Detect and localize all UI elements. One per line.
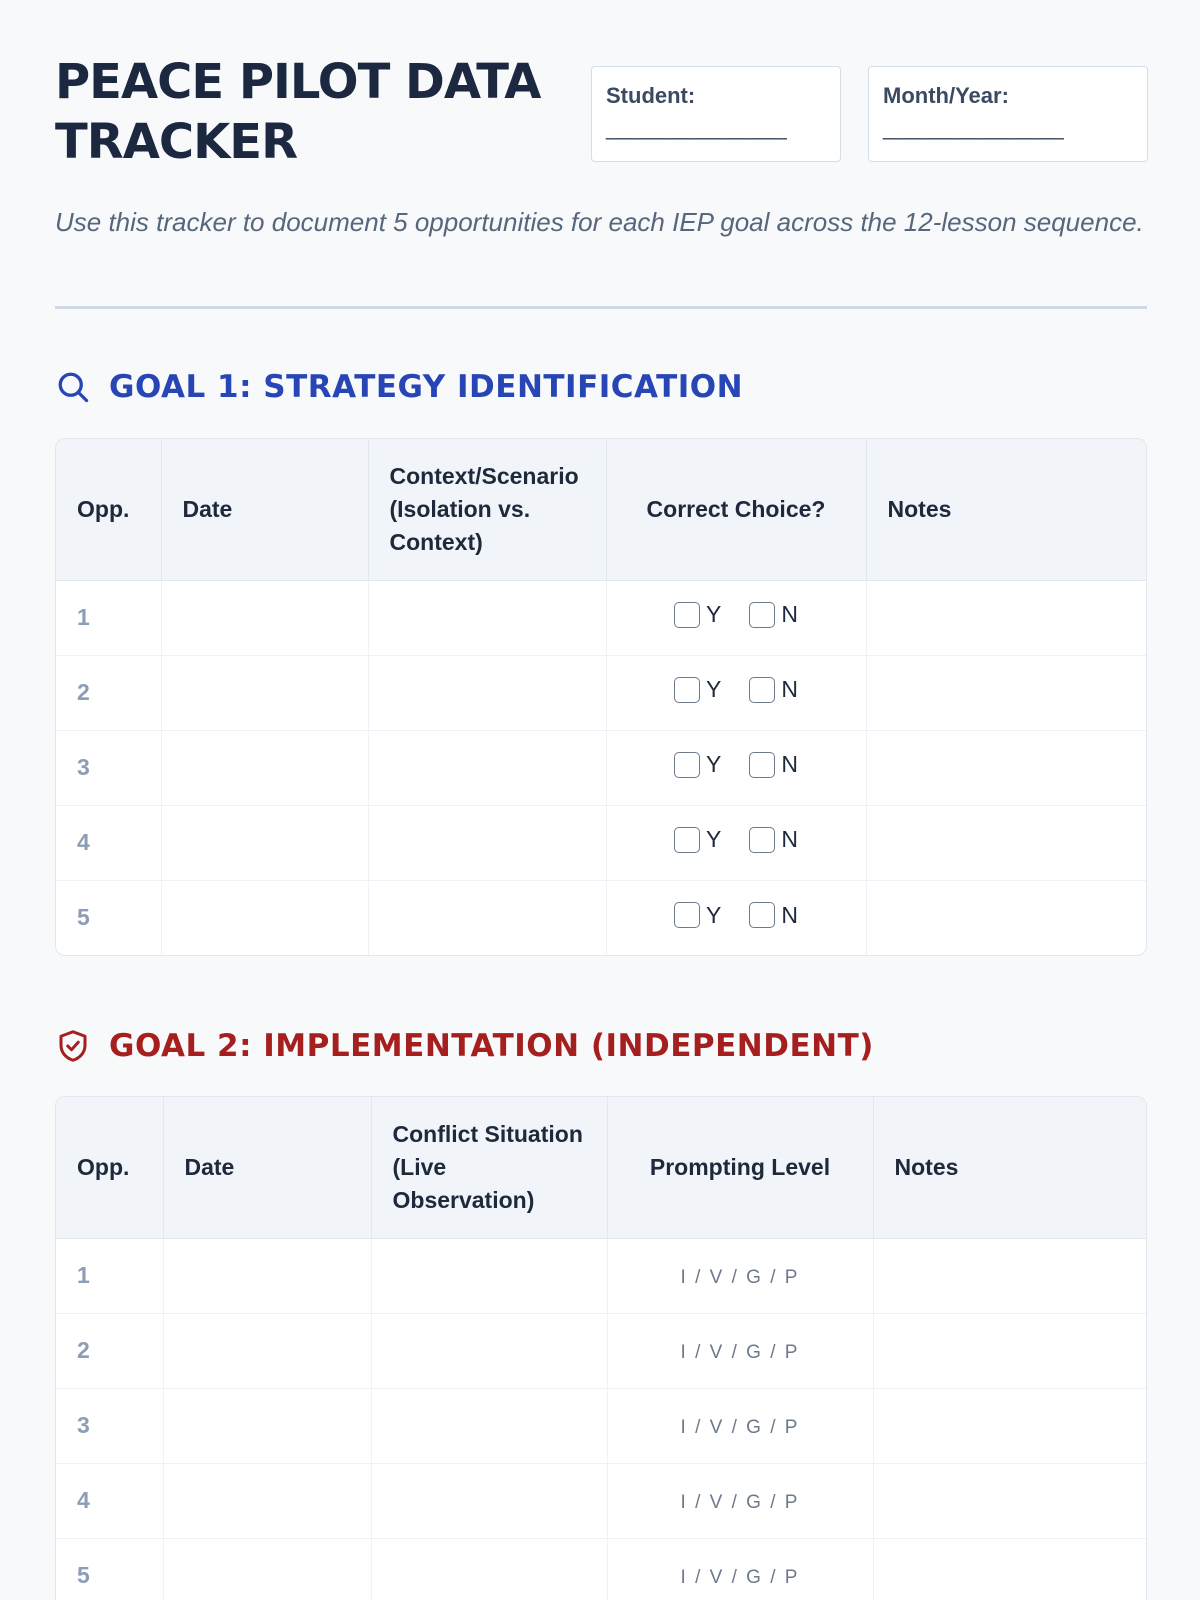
table-row — [56, 880, 1146, 955]
col-prompting-level: Prompting Level — [607, 1097, 873, 1238]
no-label: N — [781, 601, 798, 628]
yes-option[interactable] — [674, 751, 721, 778]
prompting-level-options[interactable]: I / V / G / P — [680, 1342, 800, 1363]
intro-text: Use this tracker to document 5 opportunities for each IEP goal across the 12-lesson sequence. — [55, 207, 1144, 237]
opp-number: 5 — [56, 880, 161, 955]
table-row — [56, 805, 1146, 880]
yes-checkbox[interactable] — [674, 752, 700, 778]
context-cell[interactable] — [368, 805, 606, 880]
student-field[interactable] — [591, 66, 841, 162]
prompting-level-cell[interactable] — [607, 1463, 873, 1538]
no-option[interactable] — [749, 751, 798, 778]
notes-cell[interactable] — [873, 1238, 1146, 1313]
no-checkbox[interactable] — [749, 827, 775, 853]
table-row — [56, 1313, 1146, 1388]
opp-number: 1 — [56, 1238, 163, 1313]
opp-number: 2 — [56, 1313, 163, 1388]
goal1-heading — [55, 367, 743, 407]
prompting-level-cell[interactable] — [607, 1388, 873, 1463]
student-blank[interactable]: ________________ — [606, 115, 786, 140]
no-option[interactable] — [749, 676, 798, 703]
goal2-title: GOAL 2: IMPLEMENTATION (INDEPENDENT) — [109, 1028, 874, 1064]
notes-cell[interactable] — [866, 655, 1146, 730]
month-year-label: Month/Year: — [883, 83, 1009, 108]
context-cell[interactable] — [368, 730, 606, 805]
month-year-blank[interactable]: ________________ — [883, 115, 1063, 140]
date-cell[interactable] — [161, 580, 368, 655]
conflict-situation-cell[interactable] — [371, 1238, 607, 1313]
conflict-situation-cell[interactable] — [371, 1463, 607, 1538]
prompting-level-options[interactable]: I / V / G / P — [680, 1567, 800, 1589]
table-row — [56, 1463, 1146, 1538]
student-label: Student: — [606, 83, 696, 108]
prompting-level-options[interactable]: I / V / G / P — [680, 1492, 800, 1513]
date-cell[interactable] — [161, 880, 368, 955]
notes-cell[interactable] — [873, 1463, 1146, 1538]
conflict-situation-cell[interactable] — [371, 1313, 607, 1388]
correct-choice-cell — [606, 655, 866, 730]
correct-choice-cell — [606, 805, 866, 880]
goal2-table — [55, 1096, 1147, 1600]
yes-option[interactable] — [674, 601, 721, 628]
opp-number: 5 — [56, 1538, 163, 1600]
opp-number: 4 — [56, 805, 161, 880]
col-correct-choice: Correct Choice? — [606, 439, 866, 580]
date-cell[interactable] — [163, 1538, 371, 1600]
no-label: N — [781, 826, 798, 853]
no-label: N — [781, 901, 798, 928]
divider — [55, 306, 1147, 309]
yes-checkbox[interactable] — [674, 677, 700, 703]
context-cell[interactable] — [368, 580, 606, 655]
opp-number: 3 — [56, 1388, 163, 1463]
col-notes: Notes — [873, 1097, 1146, 1238]
no-checkbox[interactable] — [749, 752, 775, 778]
prompting-level-options[interactable]: I / V / G / P — [680, 1267, 800, 1288]
opp-number: 4 — [56, 1463, 163, 1538]
col-notes: Notes — [866, 439, 1146, 580]
notes-cell[interactable] — [866, 730, 1146, 805]
month-year-field[interactable] — [868, 66, 1148, 162]
page-title: PEACE PILOT DATA TRACKER — [55, 54, 541, 170]
col-opp: Opp. — [56, 1097, 163, 1238]
date-cell[interactable] — [163, 1238, 371, 1313]
col-date: Date — [163, 1097, 371, 1238]
shield-check-icon — [55, 1028, 91, 1064]
no-option[interactable] — [749, 902, 798, 929]
opp-number: 2 — [56, 655, 161, 730]
goal1-header-row — [56, 439, 1146, 580]
no-checkbox[interactable] — [749, 677, 775, 703]
goal2-heading — [55, 1026, 874, 1066]
no-label: N — [781, 751, 798, 778]
yes-label: Y — [706, 751, 722, 778]
header — [55, 52, 1147, 172]
context-cell[interactable] — [368, 880, 606, 955]
opp-number: 1 — [56, 580, 161, 655]
correct-choice-cell — [606, 730, 866, 805]
goal1-title: GOAL 1: STRATEGY IDENTIFICATION — [109, 369, 744, 405]
yes-checkbox[interactable] — [674, 902, 700, 928]
date-cell[interactable] — [163, 1463, 371, 1538]
date-cell[interactable] — [161, 730, 368, 805]
no-checkbox[interactable] — [749, 902, 775, 928]
table-row — [56, 1388, 1146, 1463]
yes-label: Y — [706, 601, 722, 628]
prompting-level-cell[interactable] — [607, 1538, 873, 1600]
prompting-level-options[interactable]: I / V / G / P — [680, 1417, 800, 1438]
col-opp: Opp. — [56, 439, 161, 580]
col-date: Date — [161, 439, 368, 580]
no-checkbox[interactable] — [749, 602, 775, 628]
notes-cell[interactable] — [873, 1313, 1146, 1388]
prompting-level-cell[interactable] — [607, 1238, 873, 1313]
notes-cell[interactable] — [866, 805, 1146, 880]
yes-label: Y — [706, 826, 722, 853]
date-cell[interactable] — [163, 1388, 371, 1463]
col-context: Context/Scenario (Isolation vs. Context) — [368, 439, 606, 580]
yes-checkbox[interactable] — [674, 602, 700, 628]
date-cell[interactable] — [161, 805, 368, 880]
col-conflict-situation: Conflict Situation (Live Observation) — [371, 1097, 607, 1238]
context-cell[interactable] — [368, 655, 606, 730]
conflict-situation-cell[interactable] — [371, 1538, 607, 1600]
date-cell[interactable] — [163, 1313, 371, 1388]
yes-checkbox[interactable] — [674, 827, 700, 853]
no-label: N — [781, 676, 798, 703]
yes-option[interactable] — [674, 676, 721, 703]
notes-cell[interactable] — [866, 580, 1146, 655]
no-option[interactable] — [749, 826, 798, 853]
goal2-header-row — [56, 1097, 1146, 1238]
notes-cell[interactable] — [873, 1388, 1146, 1463]
prompting-level-cell[interactable] — [607, 1313, 873, 1388]
date-cell[interactable] — [161, 655, 368, 730]
table-row — [56, 1238, 1146, 1313]
yes-label: Y — [706, 676, 722, 703]
search-icon — [55, 369, 91, 405]
no-option[interactable] — [749, 601, 798, 628]
table-row — [56, 655, 1146, 730]
table-row — [56, 580, 1146, 655]
goal1-table — [55, 438, 1147, 956]
conflict-situation-cell[interactable] — [371, 1388, 607, 1463]
table-row — [56, 1538, 1146, 1600]
notes-cell[interactable] — [866, 880, 1146, 955]
yes-label: Y — [706, 901, 722, 928]
correct-choice-cell — [606, 880, 866, 955]
notes-cell[interactable] — [873, 1538, 1146, 1600]
table-row — [56, 730, 1146, 805]
correct-choice-cell — [606, 580, 866, 655]
yes-option[interactable] — [674, 826, 721, 853]
opp-number: 3 — [56, 730, 161, 805]
yes-option[interactable] — [674, 902, 721, 929]
